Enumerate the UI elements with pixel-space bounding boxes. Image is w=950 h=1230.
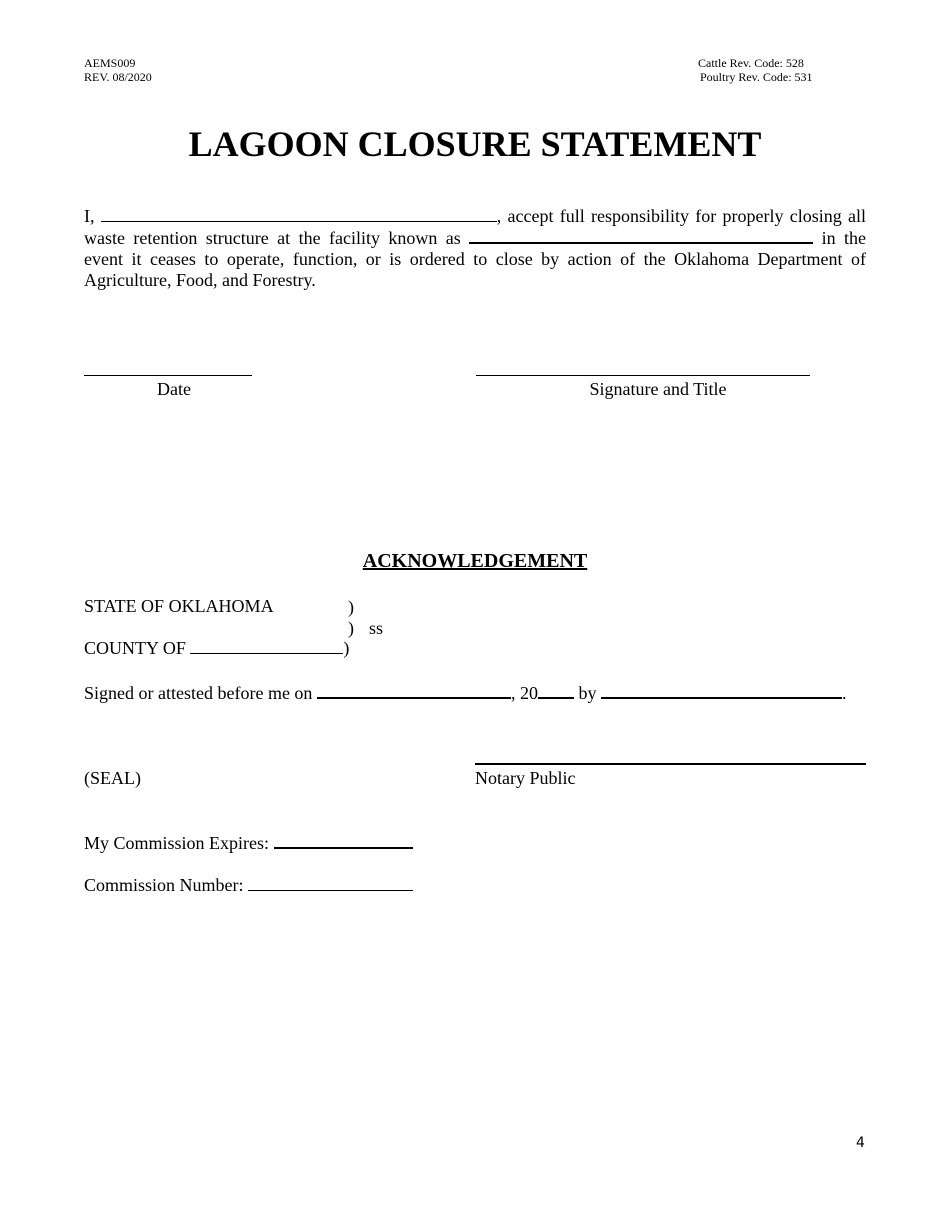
signed-attested-row [84, 682, 846, 704]
notary-signature-line[interactable] [475, 763, 866, 765]
period: . [841, 683, 847, 703]
revision-date: REV. 08/2020 [84, 70, 152, 84]
acknowledgement-heading: ACKNOWLEDGEMENT [362, 550, 588, 572]
statement-part1: , accept full responsibility for properly closing all waste retention structure at the facility known as [84, 206, 867, 248]
county-row [84, 638, 349, 659]
state-label: STATE OF OKLAHOMA [84, 596, 274, 616]
signature-title-label: Signature and Title [589, 379, 727, 399]
year-prefix: , 20 [510, 683, 538, 703]
commission-number-label: Commission Number: [84, 875, 244, 895]
date-line[interactable] [84, 375, 252, 376]
signed-date-field[interactable] [317, 682, 511, 699]
commission-expires-label: My Commission Expires: [84, 833, 270, 853]
page-number: 4 [856, 1135, 865, 1151]
county-field[interactable] [190, 638, 343, 654]
ss-label: ss [369, 618, 384, 638]
paren-2: ) [348, 618, 354, 638]
name-field[interactable] [101, 206, 497, 222]
signature-line[interactable] [476, 375, 810, 376]
signed-prefix: Signed or attested before me on [84, 683, 313, 703]
statement-part2: in the event it ceases to operate, function, or is ordered to close by action of the Oklahoma Department of Agriculture, Food, and Forestry. [84, 228, 867, 290]
signer-field[interactable] [601, 682, 842, 699]
commission-expires-row [84, 832, 413, 854]
seal-label: (SEAL) [84, 768, 141, 788]
county-label: COUNTY OF [84, 638, 186, 658]
commission-expires-field[interactable] [274, 832, 413, 849]
paren-1: ) [348, 597, 354, 617]
form-number: AEMS009 [84, 56, 136, 70]
year-field[interactable] [538, 682, 574, 699]
poultry-rev-code: Poultry Rev. Code: 531 [700, 70, 813, 84]
date-label: Date [157, 379, 191, 399]
page-title: LAGOON CLOSURE STATEMENT [188, 124, 762, 164]
cattle-rev-code: Cattle Rev. Code: 528 [698, 56, 804, 70]
commission-number-field[interactable] [248, 875, 413, 891]
closure-statement [84, 206, 866, 291]
paren-3: ) [343, 638, 350, 658]
facility-name-field[interactable] [469, 227, 813, 244]
by-label: by [578, 683, 597, 703]
commission-number-row [84, 875, 413, 896]
notary-public-label: Notary Public [475, 768, 576, 788]
statement-prefix: I, [84, 206, 95, 226]
